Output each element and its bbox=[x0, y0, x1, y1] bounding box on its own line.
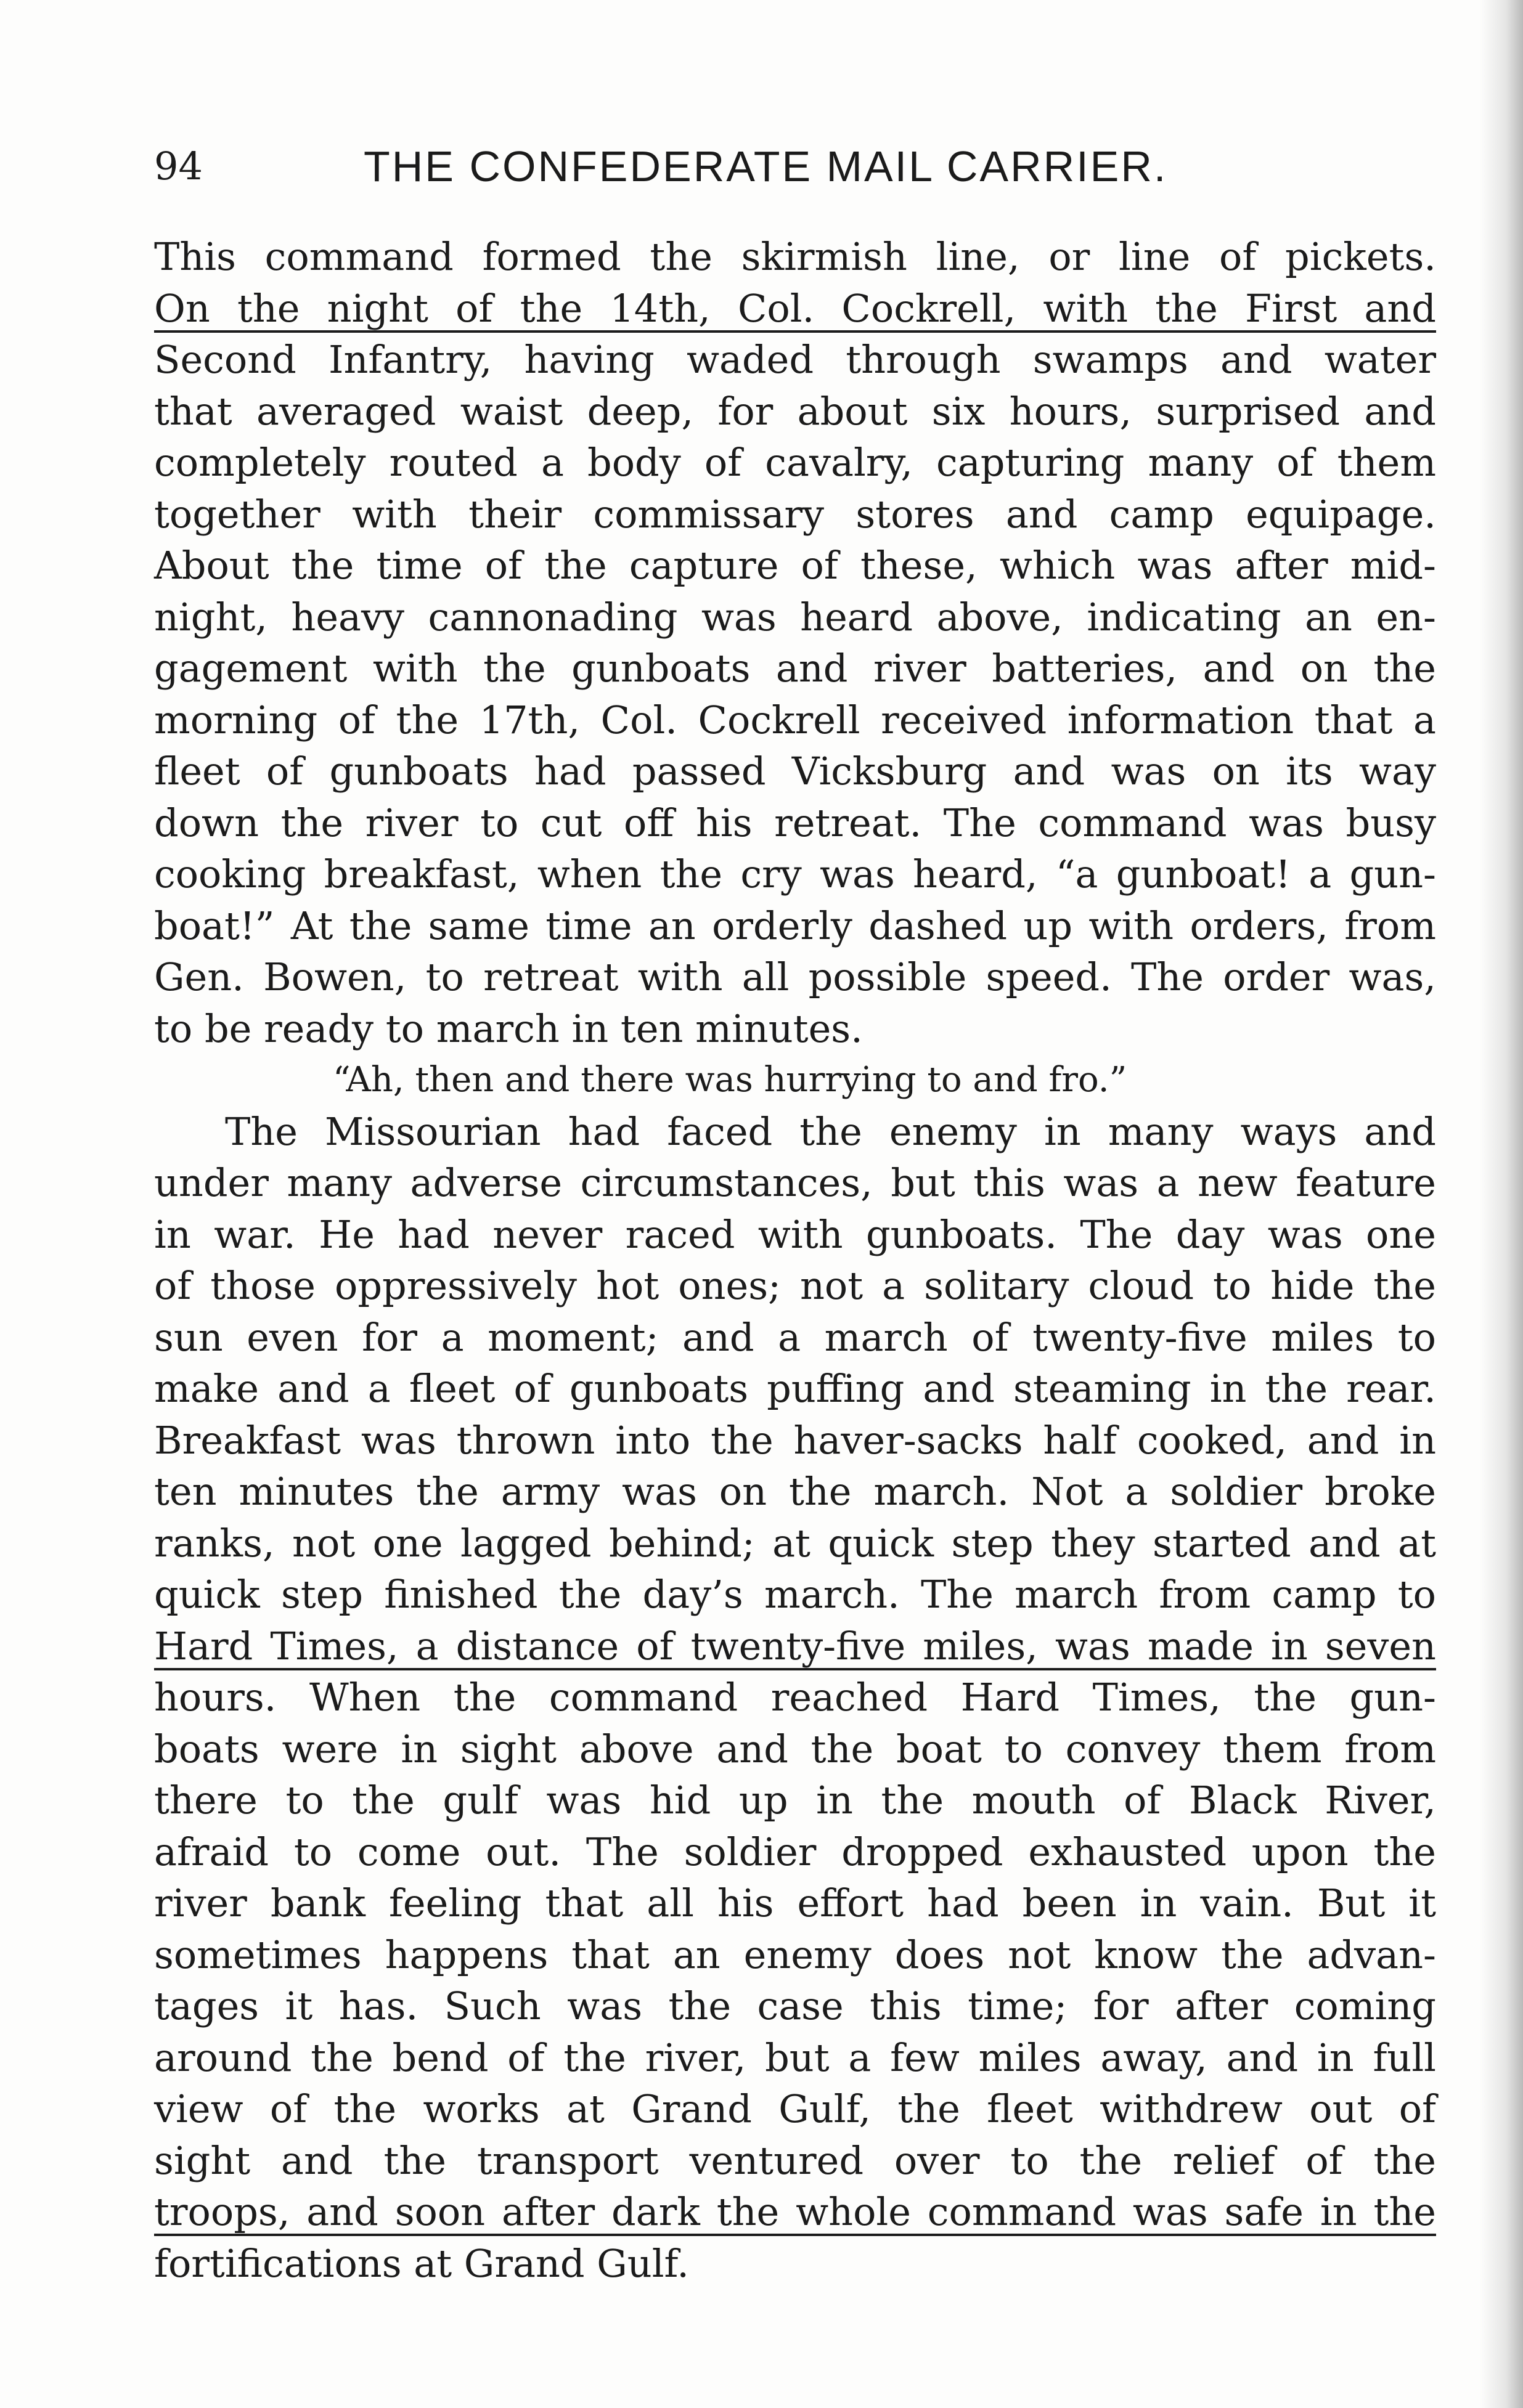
text-line: troops, and soon after dark the whole command was safe in the bbox=[154, 2189, 1436, 2234]
text-line: Breakfast was thrown into the haver-sacks half cooked, and in bbox=[154, 1417, 1436, 1463]
text-line: Second Infantry, having waded through swamps and water bbox=[154, 337, 1436, 382]
text-line: of those oppressively hot ones; not a solitary cloud to hide the bbox=[154, 1263, 1436, 1308]
text-line: around the bend of the river, but a few miles away, and in full bbox=[154, 2035, 1436, 2080]
text-line: that averaged waist deep, for about six hours, surprised and bbox=[154, 388, 1436, 434]
text-line: This command formed the skirmish line, or line of pickets. bbox=[154, 234, 1436, 279]
text-line: under many adverse circumstances, but this was a new feature bbox=[154, 1160, 1436, 1205]
text-line: view of the works at Grand Gulf, the fleet withdrew out of bbox=[154, 2086, 1436, 2131]
text-line: Gen. Bowen, to retreat with all possible speed. The order was, bbox=[154, 954, 1436, 999]
running-head: THE CONFEDERATE MAIL CARRIER. bbox=[364, 142, 1168, 190]
text-line: gagement with the gunboats and river batteries, and on the bbox=[154, 646, 1436, 691]
body-text bbox=[154, 231, 1436, 2289]
text-line: ranks, not one lagged behind; at quick step they started and at bbox=[154, 1520, 1436, 1566]
text-line: make and a fleet of gunboats puffing and steaming in the rear. bbox=[154, 1366, 1436, 1411]
text-line: The Missourian had faced the enemy in many ways and bbox=[225, 1108, 1436, 1154]
text-line: fortifications at Grand Gulf. bbox=[154, 2240, 689, 2286]
text-line: to be ready to march in ten minutes. bbox=[154, 1006, 863, 1051]
text-line: river bank feeling that all his effort had been in vain. But it bbox=[154, 1881, 1436, 1926]
text-line: About the time of the capture of these, which was after mid- bbox=[154, 543, 1436, 588]
text-line: sometimes happens that an enemy does not know the advan- bbox=[154, 1932, 1436, 1977]
text-line: On the night of the 14th, Col. Cockrell, with the First and bbox=[154, 285, 1436, 331]
text-line: fleet of gunboats had passed Vicksburg and was on its way bbox=[154, 749, 1436, 794]
text-line: hours. When the command reached Hard Times, the gun- bbox=[154, 1675, 1436, 1720]
text-line: morning of the 17th, Col. Cockrell received information that a bbox=[154, 697, 1436, 742]
text-line: boat!” At the same time an orderly dashed up with orders, from bbox=[154, 903, 1436, 948]
text-line: sight and the transport ventured over to the relief of the bbox=[154, 2138, 1436, 2183]
text-line: completely routed a body of cavalry, capturing many of them bbox=[154, 440, 1436, 485]
page-edge-shadow bbox=[1480, 0, 1523, 2408]
text-line: cooking breakfast, when the cry was heard, “a gunboat! a gun- bbox=[154, 852, 1436, 897]
text-line: there to the gulf was hid up in the mouth of Black River, bbox=[154, 1778, 1436, 1823]
text-line: boats were in sight above and the boat to convey them from bbox=[154, 1726, 1436, 1771]
page-number: 94 bbox=[154, 144, 203, 189]
text-line: together with their commissary stores and camp equipage. bbox=[154, 491, 1436, 537]
text-line: night, heavy cannonading was heard above, indicating an en- bbox=[154, 594, 1436, 640]
text-line: Hard Times, a distance of twenty-five miles, was made in seven bbox=[154, 1623, 1436, 1669]
page-header bbox=[154, 132, 1448, 200]
text-line: sun even for a moment; and a march of twenty-five miles to bbox=[154, 1314, 1436, 1360]
quote-line: “Ah, then and there was hurrying to and fro.” bbox=[333, 1060, 1127, 1100]
text-line: down the river to cut off his retreat. The command was busy bbox=[154, 800, 1436, 845]
text-line: quick step finished the day’s march. The march from camp to bbox=[154, 1572, 1436, 1617]
text-line: ten minutes the army was on the march. Not a soldier broke bbox=[154, 1469, 1436, 1514]
text-line: afraid to come out. The soldier dropped exhausted upon the bbox=[154, 1829, 1436, 1874]
text-line: in war. He had never raced with gunboats. The day was one bbox=[154, 1211, 1436, 1257]
text-line: tages it has. Such was the case this time; for after coming bbox=[154, 1983, 1436, 2028]
